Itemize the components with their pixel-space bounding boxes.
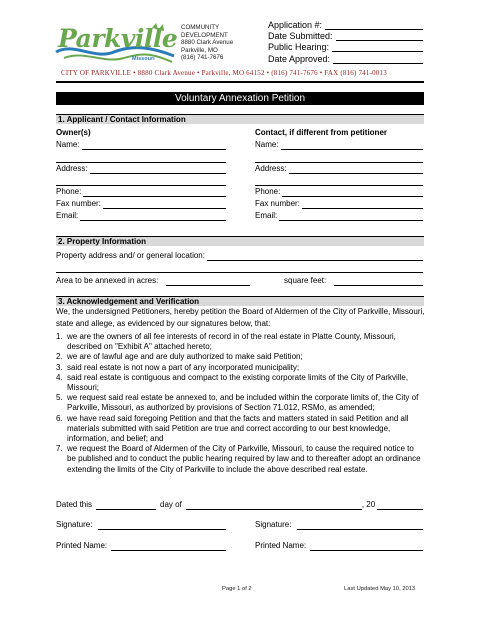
contact-email-line[interactable]	[279, 212, 423, 221]
owner-phone-line[interactable]	[83, 188, 226, 197]
area-acres-line[interactable]	[166, 277, 250, 286]
contact-phone-field[interactable]	[255, 187, 423, 197]
printed-name-field-right[interactable]	[255, 541, 423, 551]
phone-label: Phone:	[56, 187, 82, 196]
dated-this-label: Dated this	[56, 500, 93, 509]
owner-address-line[interactable]	[90, 165, 226, 174]
item-number: 4.	[56, 372, 63, 382]
item-text: we are the owners of all fee interests of record in of the real estate in Platte County, Missouri, described on "Exhibit A" attached hereto;	[67, 332, 396, 352]
owner-address-line-2[interactable]	[56, 185, 226, 186]
contact-phone-line[interactable]	[282, 188, 423, 197]
dept-line: (816) 741-7676	[181, 54, 224, 62]
dated-year-field[interactable]	[377, 501, 423, 510]
contact-email-field[interactable]	[255, 211, 423, 221]
item-text: said real estate is not now a part of any incorporated municipality;	[67, 362, 300, 372]
property-location-label: Property address and/ or general location:	[56, 251, 205, 260]
owner-fax-field[interactable]	[56, 199, 226, 209]
signature-label: Signature:	[56, 520, 93, 529]
list-item	[56, 363, 424, 373]
name-label: Name:	[56, 140, 80, 149]
item-number: 7.	[56, 444, 63, 454]
date-approved-field[interactable]	[333, 54, 423, 64]
email-label: Email:	[56, 211, 79, 220]
contact-address-line[interactable]	[289, 165, 423, 174]
address-label: Address:	[56, 164, 88, 173]
dept-line: COMMUNITY	[181, 24, 220, 31]
dept-line: 8880 Clark Avenue	[181, 39, 234, 47]
printed-name-line-right[interactable]	[310, 542, 423, 551]
application-number-label: Application #:	[268, 20, 323, 30]
item-text: we request the Board of Aldermen of the City of Parkville, Missouri, to cause the required notice to be published and to conduct the public hearing required by law and to thereafter adopt an ordinance extending the limits of the City of Parkville to include the above described real estate.	[67, 444, 421, 474]
contact-fax-line[interactable]	[302, 200, 423, 209]
section-1-heading: 1. Applicant / Contact Information	[56, 114, 424, 124]
contact-heading: Contact, if different from petitioner	[255, 128, 387, 137]
list-item	[56, 393, 424, 413]
item-number: 5.	[56, 393, 63, 403]
name-label: Name:	[255, 140, 279, 149]
item-text: we are of lawful age and are duly authorized to make said Petition;	[67, 352, 303, 362]
item-text: we have read said foregoing Petition and that the facts and matters stated in said Petition and all materials submitted with said Petition are true and correct according to our best knowledge, information, and belief; and	[67, 413, 409, 444]
signature-line-right[interactable]	[297, 521, 423, 530]
date-submitted-label: Date Submitted:	[268, 31, 333, 42]
acknowledgement-intro: We, the undersigned Petitioners, hereby petition the Board of Aldermen of the City of Parkville, Missouri, state and allege, as evidenced by our signatures below, that:	[56, 307, 425, 328]
logo-subtitle: Missouri	[132, 56, 155, 62]
section-3-heading: 3. Acknowledgement and Verification	[56, 296, 424, 306]
section-2-heading: 2. Property Information	[56, 236, 424, 246]
owner-email-field[interactable]	[56, 211, 226, 221]
contact-address-field[interactable]	[255, 164, 423, 174]
year-prefix-label: , 20	[361, 500, 376, 509]
owner-address-field[interactable]	[56, 164, 226, 174]
item-number: 6.	[56, 413, 63, 423]
area-acres-label: Area to be annexed in acres:	[56, 276, 159, 285]
item-number: 3.	[56, 362, 63, 372]
printed-name-field-left[interactable]	[56, 541, 226, 551]
contact-name-line[interactable]	[281, 141, 423, 150]
printed-name-label: Printed Name:	[255, 541, 307, 550]
signature-line-left[interactable]	[98, 521, 226, 530]
phone-label: Phone:	[255, 187, 281, 196]
signature-field-left[interactable]	[56, 520, 226, 530]
city-address-bar: CITY OF PARKVILLE • 8880 Clark Avenue • Parkville, MO 64152 • (816) 741-7676 • FAX (816) 741-0013	[61, 69, 387, 77]
dept-line: DEVELOPMENT	[181, 31, 228, 39]
address-label: Address:	[255, 164, 287, 173]
list-item	[56, 444, 424, 475]
area-acres-field[interactable]	[56, 276, 250, 286]
dated-line	[56, 500, 423, 510]
list-item	[56, 414, 424, 445]
page-number: Page 1 of 2	[222, 586, 252, 592]
owner-name-field[interactable]	[56, 140, 226, 150]
dated-month-field[interactable]	[186, 501, 362, 510]
date-submitted-field[interactable]	[336, 31, 423, 41]
list-item	[56, 373, 424, 393]
property-location-field[interactable]	[56, 251, 423, 261]
signature-label: Signature:	[255, 520, 292, 529]
item-text: said real estate is contiguous and compact to the existing corporate limits of the City of Parkville, Missouri;	[67, 372, 409, 393]
dated-day-field[interactable]	[96, 501, 156, 510]
date-approved-label: Date Approved:	[268, 53, 331, 64]
contact-name-field[interactable]	[255, 140, 423, 150]
printed-name-line-left[interactable]	[111, 542, 226, 551]
square-feet-label: square feet:	[284, 276, 327, 285]
printed-name-label: Printed Name:	[56, 541, 108, 550]
contact-address-line-2[interactable]	[255, 185, 423, 186]
square-feet-line[interactable]	[334, 277, 423, 286]
header-divider	[56, 81, 424, 83]
public-hearing-label: Public Hearing:	[268, 42, 330, 53]
list-item	[56, 352, 424, 362]
property-location-line-2[interactable]	[56, 272, 423, 273]
public-hearing-field[interactable]	[332, 42, 423, 52]
signature-field-right[interactable]	[255, 520, 423, 530]
email-label: Email:	[255, 211, 278, 220]
item-number: 1.	[56, 332, 63, 341]
fax-label: Fax number:	[56, 199, 101, 208]
application-number-field[interactable]	[325, 20, 423, 30]
owner-email-line[interactable]	[80, 212, 226, 221]
day-of-label: day of	[160, 500, 182, 509]
logo-wordmark: Parkville	[58, 24, 178, 53]
contact-name-line-2[interactable]	[255, 162, 423, 163]
department-block	[181, 24, 233, 62]
dept-line: Parkville, MO	[181, 46, 218, 54]
owner-heading: Owner(s)	[56, 128, 91, 137]
owner-fax-line[interactable]	[103, 200, 226, 209]
item-number: 2.	[56, 352, 63, 362]
application-fields	[268, 20, 423, 65]
last-updated: Last Updated May 10, 2013	[344, 586, 416, 592]
fax-label: Fax number:	[255, 199, 300, 208]
contact-fax-field[interactable]	[255, 199, 423, 209]
owner-phone-field[interactable]	[56, 187, 226, 197]
list-item	[56, 332, 424, 352]
acknowledgement-list	[56, 332, 424, 475]
owner-name-line-2[interactable]	[56, 162, 226, 163]
item-text: we request said real estate be annexed to, and be included within the corporate limits of, the City of Parkville, Missouri, as authorized by provisions of Section 71.012, RSMo, as amended;	[67, 393, 419, 413]
form-title: Voluntary Annexation Petition	[56, 92, 424, 105]
property-location-line[interactable]	[207, 252, 423, 261]
parkville-logo	[54, 22, 176, 66]
square-feet-field[interactable]	[284, 276, 423, 286]
owner-name-line[interactable]	[82, 141, 226, 150]
